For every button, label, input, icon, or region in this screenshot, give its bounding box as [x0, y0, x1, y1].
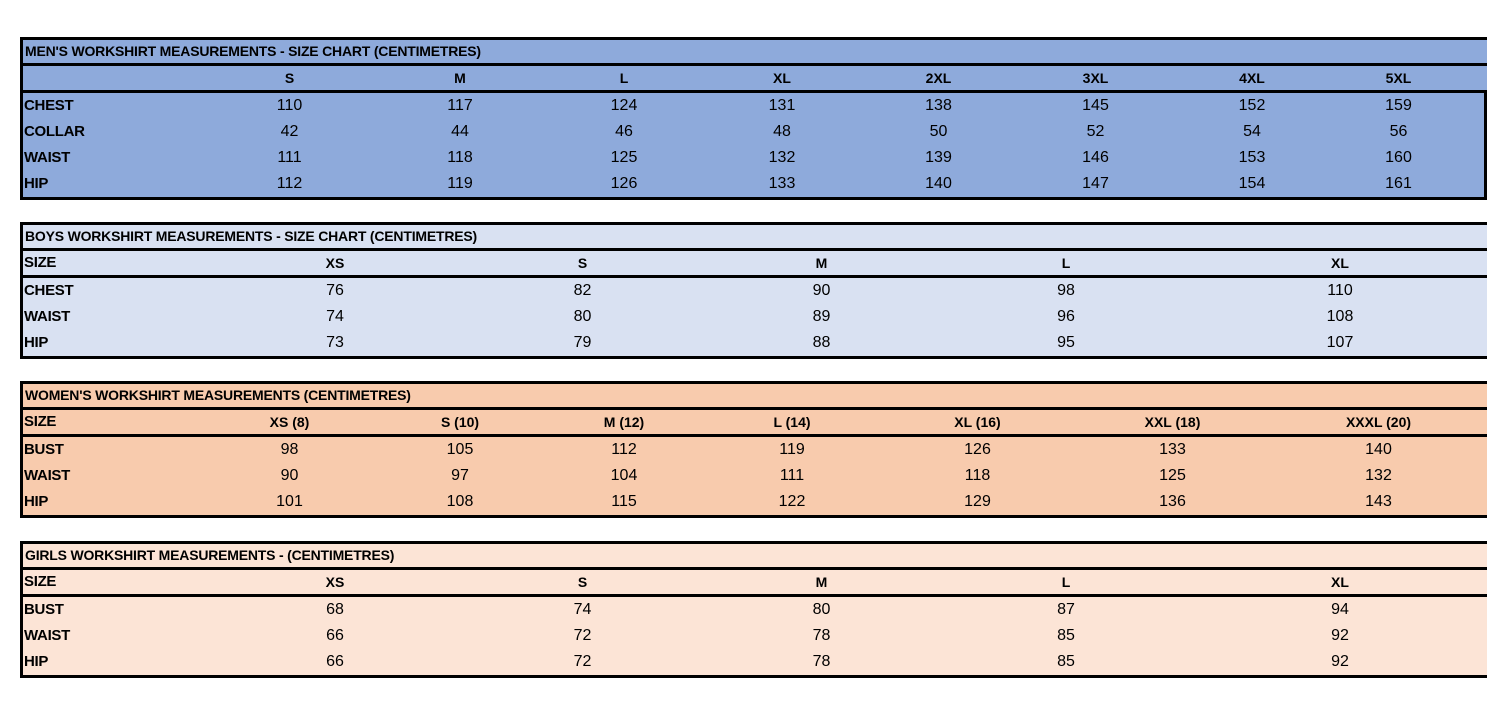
- size-header: S: [577, 255, 588, 271]
- measurement-cell: 125: [1159, 467, 1186, 484]
- size-header: M: [815, 255, 828, 271]
- measurement-cell: 108: [1326, 308, 1354, 325]
- row-label: WAIST: [24, 149, 70, 166]
- row-label: CHEST: [24, 282, 74, 299]
- measurement-cell: 105: [446, 441, 474, 458]
- row-label: HIP: [24, 334, 49, 351]
- measurement-cell: 50: [929, 123, 948, 140]
- measurement-cell: 90: [280, 467, 299, 484]
- boys-size-table: [20, 222, 1487, 359]
- table-body: [23, 437, 1487, 515]
- measurement-cell: 97: [451, 467, 469, 484]
- measurement-cell: 72: [573, 627, 592, 644]
- measurement-cell: 66: [326, 653, 344, 670]
- measurement-cell: 111: [277, 149, 302, 166]
- table-row: [23, 330, 1487, 356]
- row-label: WAIST: [24, 467, 70, 484]
- measurement-cell: 159: [1385, 97, 1412, 114]
- size-header: XL (16): [954, 414, 1001, 430]
- measurement-cell: 118: [447, 149, 473, 166]
- size-header: S (10): [440, 414, 480, 430]
- size-header: S: [284, 70, 295, 86]
- header-row: [23, 570, 1487, 597]
- header-label: SIZE: [24, 413, 57, 430]
- measurement-cell: 117: [447, 97, 473, 114]
- table-row: [23, 171, 1484, 197]
- table-row: [23, 597, 1487, 623]
- size-header: XS: [325, 574, 345, 590]
- size-header: M (12): [603, 414, 645, 430]
- header-row: [23, 251, 1487, 278]
- measurement-cell: 92: [1331, 627, 1349, 644]
- size-header: 3XL: [1082, 70, 1109, 86]
- size-header: 4XL: [1239, 70, 1265, 86]
- measurement-cell: 89: [812, 308, 831, 325]
- measurement-cell: 74: [326, 308, 344, 325]
- measurement-cell: 133: [1159, 441, 1186, 458]
- measurement-cell: 140: [925, 175, 952, 192]
- size-header: 2XL: [925, 70, 952, 86]
- measurement-cell: 94: [1331, 601, 1349, 618]
- measurement-cell: 80: [573, 308, 592, 325]
- row-label: WAIST: [24, 627, 70, 644]
- measurement-cell: 44: [451, 123, 469, 140]
- size-header: XXXL (20): [1345, 414, 1412, 430]
- measurement-cell: 76: [326, 282, 344, 299]
- measurement-cell: 125: [610, 149, 638, 166]
- measurement-cell: 131: [768, 97, 796, 114]
- measurement-cell: 88: [812, 334, 831, 351]
- measurement-cell: 122: [778, 493, 806, 510]
- measurement-cell: 161: [1385, 175, 1412, 192]
- measurement-cell: 145: [1082, 97, 1109, 114]
- measurement-cell: 104: [610, 467, 638, 484]
- size-header: L: [619, 70, 629, 86]
- table-row: [23, 649, 1487, 675]
- row-label: COLLAR: [24, 123, 85, 140]
- measurement-cell: 72: [573, 653, 592, 670]
- size-header: L (14): [773, 414, 811, 430]
- measurement-cell: 52: [1086, 123, 1105, 140]
- measurement-cell: 139: [925, 149, 952, 166]
- women-size-table: [20, 381, 1487, 518]
- measurement-cell: 119: [447, 175, 473, 192]
- measurement-cell: 95: [1057, 334, 1075, 351]
- measurement-cell: 85: [1057, 653, 1075, 670]
- measurement-cell: 85: [1057, 627, 1075, 644]
- measurement-cell: 56: [1389, 123, 1408, 140]
- row-label: WAIST: [24, 308, 70, 325]
- table-row: [23, 304, 1487, 330]
- header-label: [23, 66, 203, 90]
- measurement-cell: 124: [610, 97, 638, 114]
- size-header: XL: [1331, 255, 1349, 271]
- table-row: [23, 437, 1487, 463]
- measurement-cell: 92: [1331, 653, 1349, 670]
- header-row: [23, 410, 1487, 437]
- row-label: HIP: [24, 653, 49, 670]
- measurement-cell: 132: [1365, 467, 1392, 484]
- table-row: [23, 93, 1484, 119]
- size-header: L: [1061, 574, 1071, 590]
- table-title: WOMEN'S WORKSHIRT MEASUREMENTS (CENTIMETRES): [23, 384, 1487, 410]
- size-header: L: [1061, 255, 1071, 271]
- measurement-cell: 98: [1057, 282, 1075, 299]
- measurement-cell: 133: [768, 175, 796, 192]
- row-label: BUST: [24, 441, 64, 458]
- measurement-cell: 74: [573, 601, 592, 618]
- table-body: [23, 93, 1487, 197]
- size-header: XS: [325, 255, 345, 271]
- measurement-cell: 119: [779, 441, 805, 458]
- table-title: MEN'S WORKSHIRT MEASUREMENTS - SIZE CHART (CENTIMETRES): [23, 40, 1487, 66]
- men-size-table: [20, 37, 1487, 200]
- measurement-cell: 129: [964, 493, 991, 510]
- measurement-cell: 126: [610, 175, 638, 192]
- header-label: SIZE: [24, 573, 57, 590]
- measurement-cell: 66: [326, 627, 344, 644]
- size-header: M: [815, 574, 828, 590]
- table-row: [23, 145, 1484, 171]
- measurement-cell: 160: [1385, 149, 1412, 166]
- measurement-cell: 146: [1082, 149, 1109, 166]
- table-title: BOYS WORKSHIRT MEASUREMENTS - SIZE CHART (CENTIMETRES): [23, 225, 1487, 251]
- size-header: XL: [773, 70, 791, 86]
- measurement-cell: 136: [1159, 493, 1186, 510]
- table-body: [23, 278, 1487, 356]
- measurement-cell: 154: [1238, 175, 1266, 192]
- measurement-cell: 90: [812, 282, 831, 299]
- measurement-cell: 68: [326, 601, 344, 618]
- table-row: [23, 623, 1487, 649]
- row-label: HIP: [24, 493, 49, 510]
- table-row: [23, 119, 1484, 145]
- header-label: SIZE: [24, 254, 57, 271]
- measurement-cell: 108: [446, 493, 474, 510]
- measurement-cell: 54: [1243, 123, 1261, 140]
- measurement-cell: 147: [1082, 175, 1109, 192]
- table-body: [23, 597, 1487, 675]
- size-header: XS (8): [269, 414, 310, 430]
- measurement-cell: 111: [779, 467, 805, 484]
- measurement-cell: 98: [280, 441, 299, 458]
- measurement-cell: 46: [615, 123, 633, 140]
- measurement-cell: 87: [1057, 601, 1075, 618]
- table-row: [23, 278, 1487, 304]
- measurement-cell: 107: [1326, 334, 1354, 351]
- measurement-cell: 138: [925, 97, 952, 114]
- size-header: XXL (18): [1144, 414, 1201, 430]
- size-header: M: [454, 70, 466, 86]
- measurement-cell: 110: [1327, 282, 1353, 299]
- size-header: 5XL: [1385, 70, 1412, 86]
- girls-size-table: [20, 541, 1487, 678]
- measurement-cell: 112: [276, 175, 303, 192]
- row-label: BUST: [24, 601, 64, 618]
- size-header: S: [577, 574, 588, 590]
- measurement-cell: 78: [812, 653, 831, 670]
- measurement-cell: 152: [1238, 97, 1266, 114]
- measurement-cell: 110: [276, 97, 303, 114]
- measurement-cell: 115: [611, 493, 637, 510]
- measurement-cell: 101: [276, 493, 303, 510]
- measurement-cell: 118: [964, 467, 991, 484]
- measurement-cell: 153: [1238, 149, 1266, 166]
- header-row: [23, 66, 1487, 93]
- measurement-cell: 82: [573, 282, 592, 299]
- measurement-cell: 132: [768, 149, 796, 166]
- measurement-cell: 78: [812, 627, 831, 644]
- measurement-cell: 112: [611, 441, 637, 458]
- measurement-cell: 73: [326, 334, 344, 351]
- table-row: [23, 463, 1487, 489]
- measurement-cell: 96: [1057, 308, 1075, 325]
- measurement-cell: 126: [964, 441, 991, 458]
- table-title: GIRLS WORKSHIRT MEASUREMENTS - (CENTIMETRES): [23, 544, 1487, 570]
- measurement-cell: 79: [573, 334, 592, 351]
- measurement-cell: 143: [1365, 493, 1392, 510]
- table-row: [23, 489, 1487, 515]
- row-label: HIP: [24, 175, 49, 192]
- row-label: CHEST: [24, 97, 74, 114]
- measurement-cell: 48: [773, 123, 791, 140]
- measurement-cell: 42: [280, 123, 299, 140]
- size-header: XL: [1331, 574, 1349, 590]
- measurement-cell: 80: [812, 601, 831, 618]
- measurement-cell: 140: [1365, 441, 1392, 458]
